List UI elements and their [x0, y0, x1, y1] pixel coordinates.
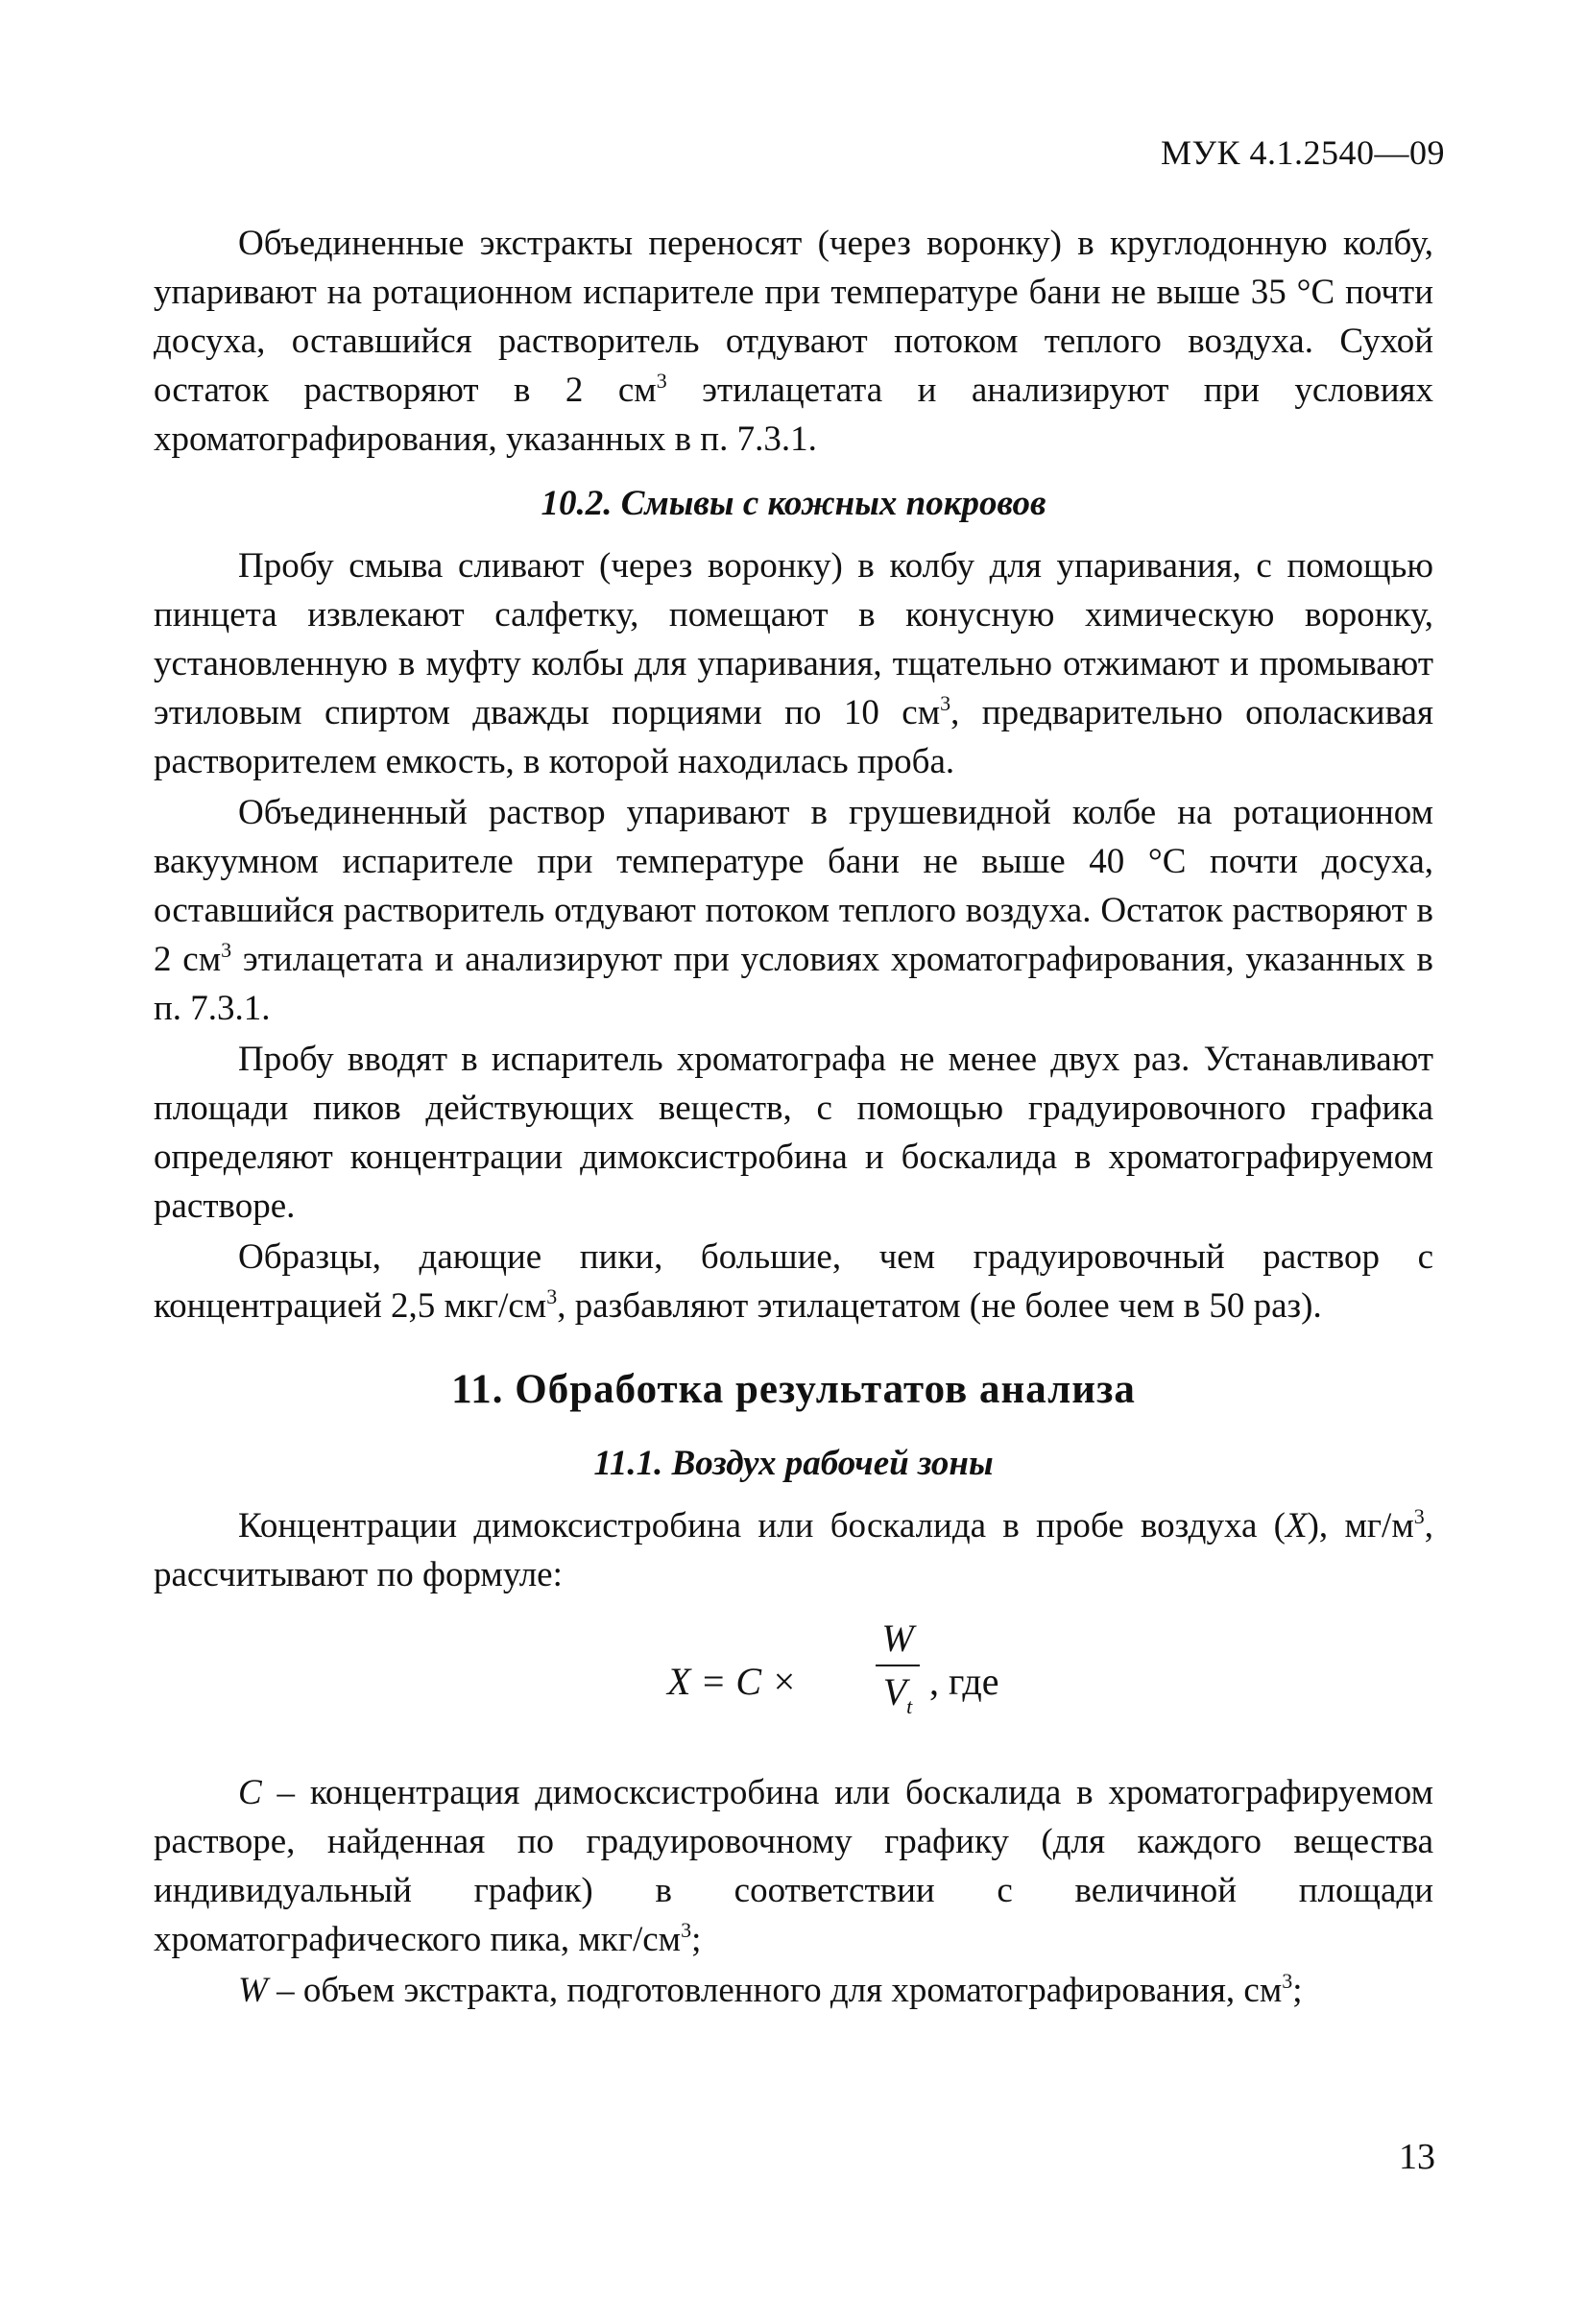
definition-c: С – концентрация димосксистробина или боскалида в хроматографируемом растворе, найденная по градуировочному графику (для каждого вещества индивидуальный график) в соответствии с величиной площади хроматографического пика, мкг/$см^3$;: [154, 1773, 1433, 1959]
subsection-title-10-2: 10.2. Смывы с кожных покровов: [541, 484, 1046, 523]
paragraph-extract-evaporation: Объединенные экстракты переносят (через воронку) в круглодонную колбу, упаривают на ротационном испарителе при температуре бани не выше 35 °С почти досуха, оставшийся растворитель отдувают потоком теплого воздуха. Сухой остаток растворяют в 2 $см^3$ этилацетата и анализируют при условиях хроматографирования, указанных в п. 7.3.1.: [154, 224, 1434, 459]
formula-lhs: X = C ×: [667, 1660, 798, 1703]
formula-fraction: [876, 1617, 920, 1718]
fraction-bar: [876, 1665, 920, 1666]
paragraph-dilution: Образцы, дающие пики, большие, чем градуировочный раствор с концентрацией 2,5 мкг/$см^3$, разбавляют этилацетатом (не более чем в 50 раз).: [154, 1237, 1433, 1326]
paragraph-injection: Пробу вводят в испаритель хроматографа не менее двух раз. Устанавливают площади пиков действующих веществ, с помощью градуировочного графика определяют концентрации димоксистробина и боскалида в хроматографируемом растворе.: [154, 1040, 1433, 1226]
definition-w: W – объем экстракта, подготовленного для хроматографирования, $см^3$;: [238, 1969, 1303, 2010]
paragraph-formula-intro: Концентрации димоксистробина или боскалида в пробе воздуха (Х), $мг/м^3$, рассчитывают по формуле:: [154, 1504, 1433, 1594]
page-number: 13: [1399, 2137, 1435, 2177]
formula-denominator: $V_t$: [882, 1670, 913, 1718]
formula-tail: , где: [929, 1660, 999, 1703]
document-code-header: МУК 4.1.2540—09: [1160, 133, 1445, 172]
formula-numerator: W: [881, 1617, 914, 1660]
paragraph-wash-sample: Пробу смыва сливают (через воронку) в колбу для упаривания, с помощью пинцета извлекают салфетку, помещают в конусную химическую воронку, установленную в муфту колбы для упаривания, тщательно отжимают и промывают этиловым спиртом дважды порциями по 10 $см^3$, предварительно ополаскивая растворителем емкость, в которой находилась проба.: [154, 546, 1433, 781]
paragraph-combined-solution: Объединенный раствор упаривают в грушевидной колбе на ротационном вакуумном испарителе при температуре бани не выше 40 °С почти досуха, оставшийся растворитель отдувают потоком теплого воздуха. Остаток растворяют в 2 $см^3$ этилацетата и анализируют при условиях хроматографирования, указанных в п. 7.3.1.: [154, 793, 1433, 1028]
subsection-title-11-1: 11.1. Воздух рабочей зоны: [593, 1444, 994, 1483]
page-content: [154, 219, 1433, 2015]
section-title-11: 11. Обработка результатов анализа: [451, 1367, 1136, 1412]
concentration-formula: [154, 1609, 1433, 1753]
